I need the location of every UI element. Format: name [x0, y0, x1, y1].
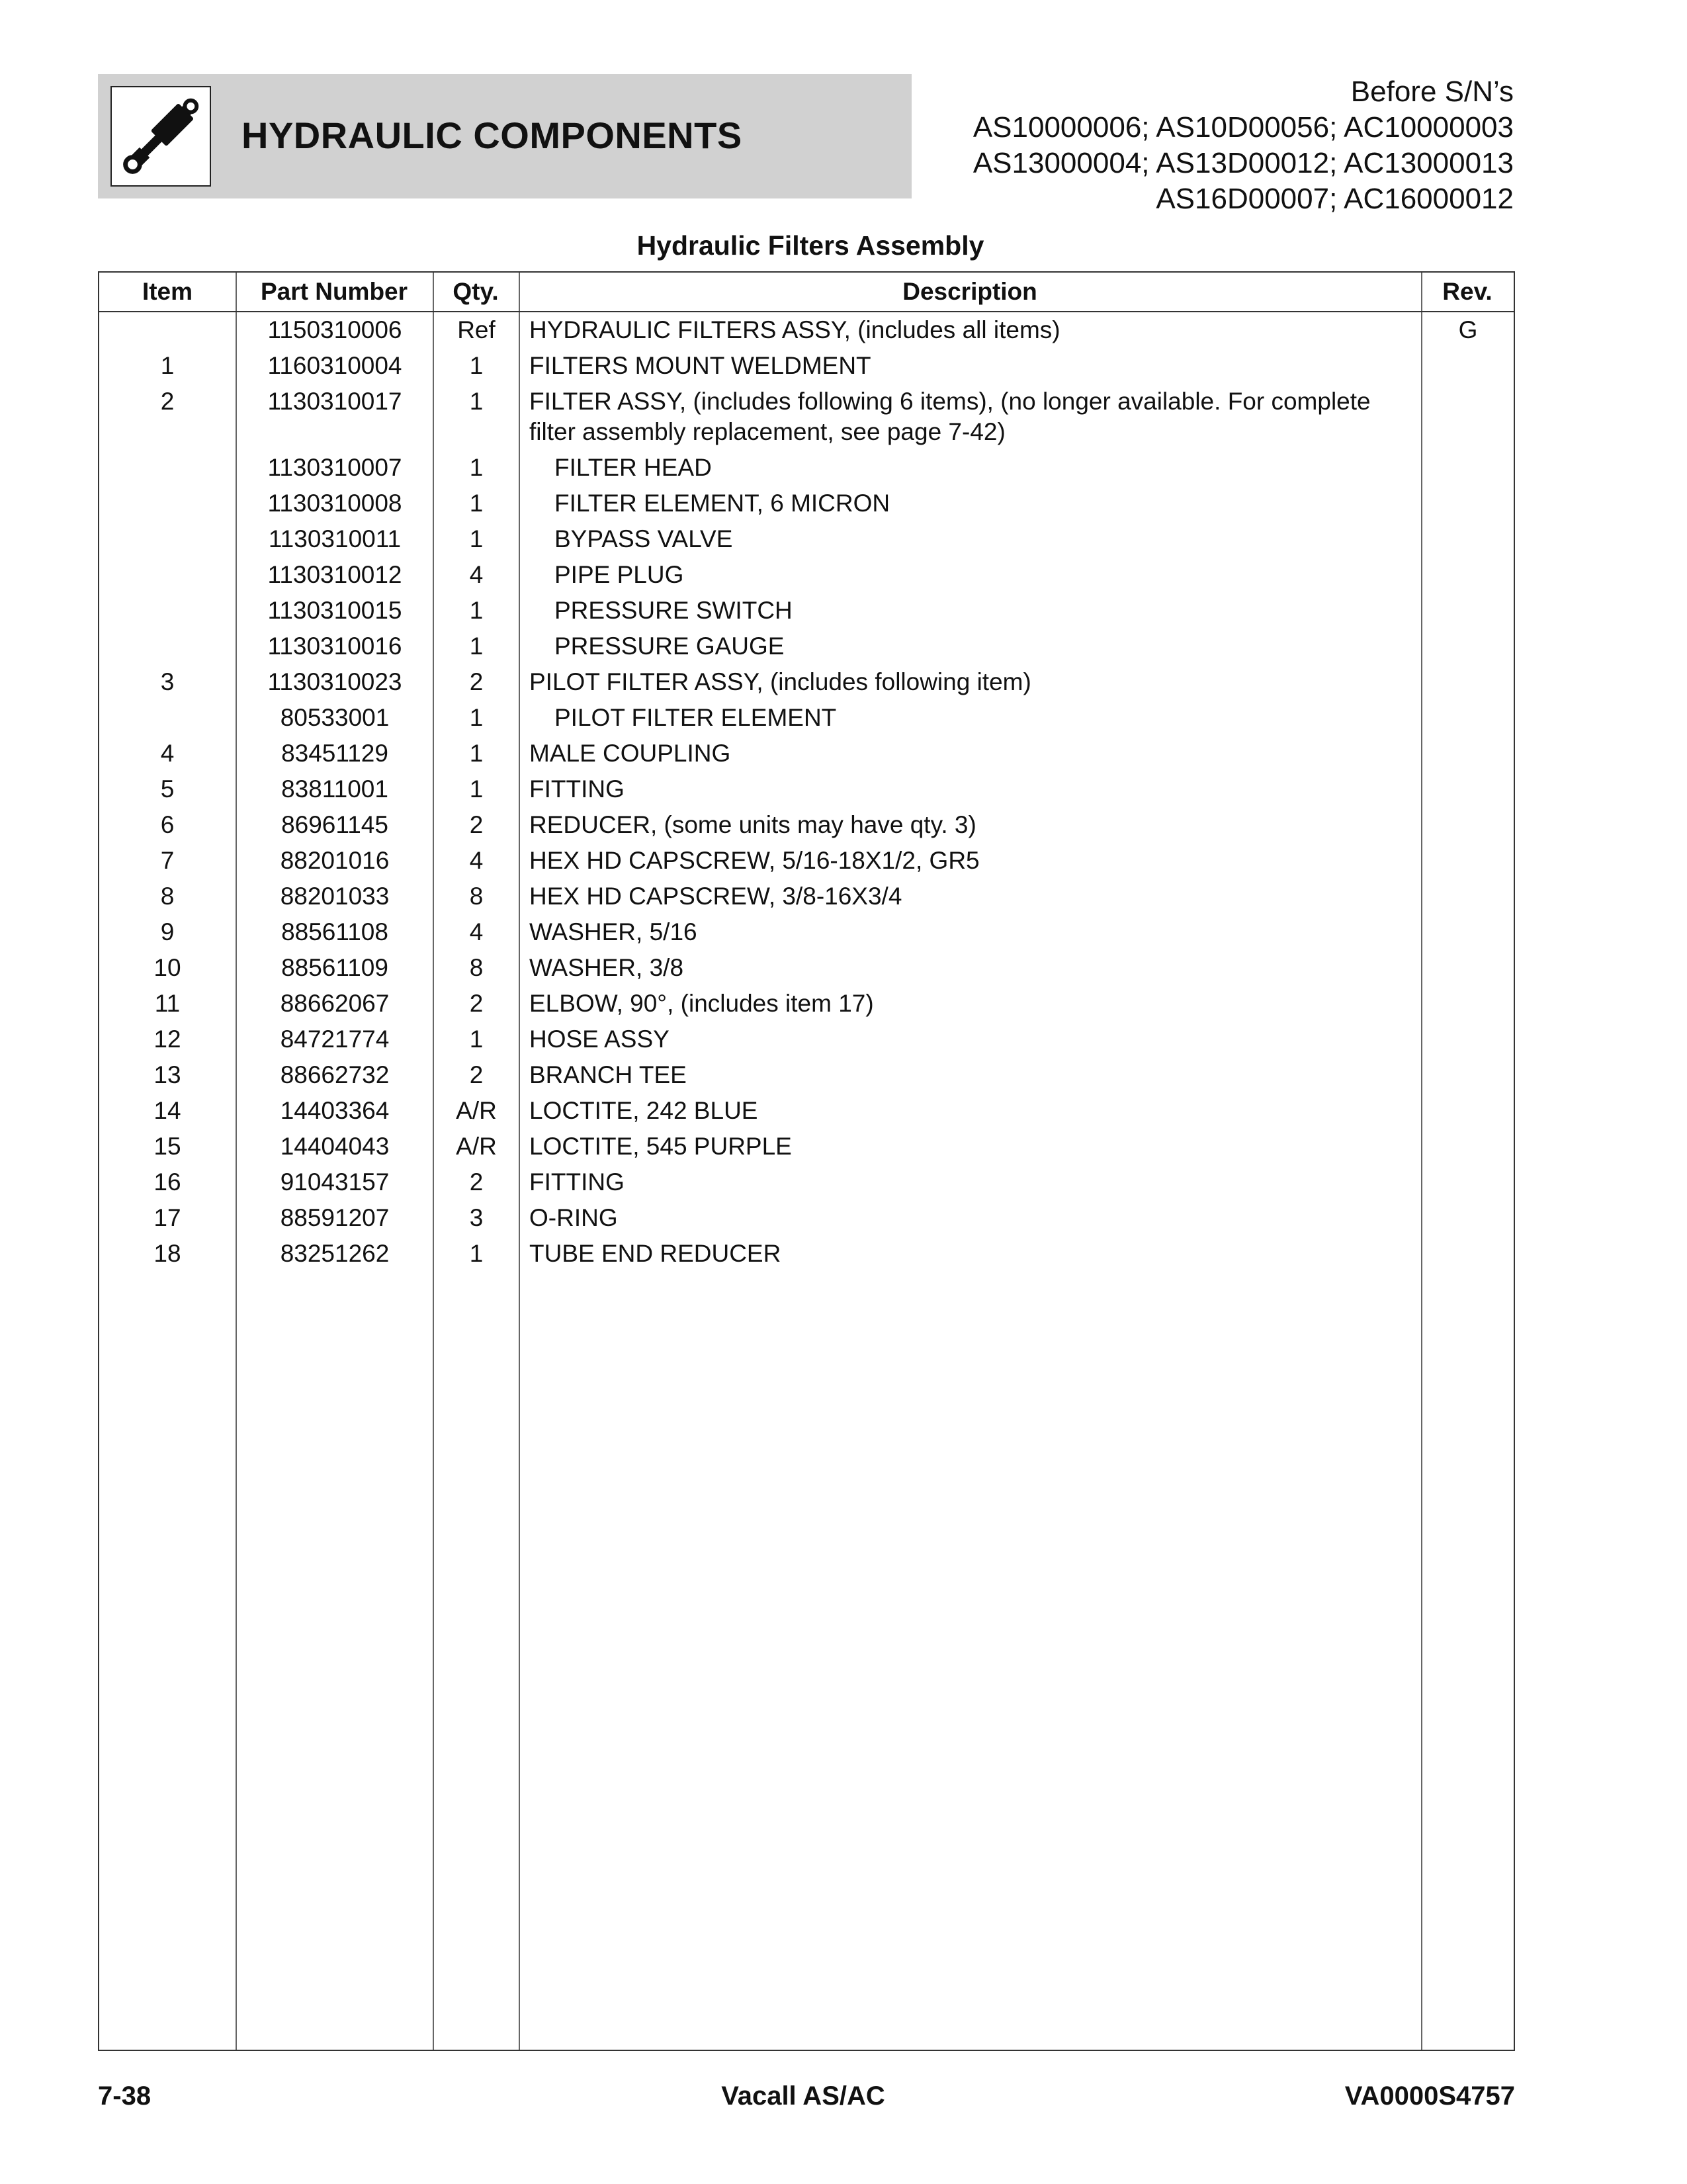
- sn-line: AS16D00007; AC16000012: [1156, 183, 1514, 215]
- table-row: [99, 700, 1514, 736]
- qty-cell: 4: [469, 918, 484, 945]
- qty-cell: 1: [469, 490, 484, 517]
- part-number-cell: 1160310004: [267, 352, 402, 379]
- description-cell: BYPASS VALVE: [554, 525, 733, 552]
- table-body: [99, 312, 1514, 1272]
- rev-cell: G: [1458, 316, 1478, 343]
- qty-cell: 1: [469, 1240, 484, 1267]
- section-title: HYDRAULIC COMPONENTS: [241, 114, 742, 156]
- qty-cell: 1: [469, 775, 484, 803]
- item-cell: 12: [153, 1026, 181, 1053]
- table-row: [99, 450, 1514, 486]
- table-row: [99, 521, 1514, 557]
- part-number-cell: 1150310006: [267, 316, 402, 343]
- qty-cell: 2: [469, 1168, 484, 1196]
- table-row: [99, 664, 1514, 700]
- column-header-description: Description: [902, 278, 1037, 305]
- part-number-cell: 84721774: [280, 1026, 390, 1053]
- table-row: [99, 1236, 1514, 1272]
- qty-cell: 4: [469, 847, 484, 874]
- description-cell: TUBE END REDUCER: [529, 1240, 781, 1267]
- qty-cell: 4: [469, 561, 484, 588]
- description-cell: O-RING: [529, 1204, 618, 1231]
- item-cell: 18: [153, 1240, 181, 1267]
- qty-cell: 1: [469, 740, 484, 767]
- part-number-cell: 1130310012: [267, 561, 402, 588]
- table-title: Hydraulic Filters Assembly: [636, 230, 984, 261]
- qty-cell: 2: [469, 1061, 484, 1088]
- qty-cell: 1: [469, 352, 484, 379]
- table-row: [99, 557, 1514, 593]
- part-number-cell: 1130310007: [267, 454, 402, 481]
- part-number-cell: 1130310015: [267, 597, 402, 624]
- item-cell: 16: [153, 1168, 181, 1196]
- page-number: 7-38: [98, 2081, 151, 2111]
- column-header-rev: Rev.: [1442, 278, 1492, 305]
- part-number-cell: 88591207: [280, 1204, 390, 1231]
- part-number-cell: 88662067: [280, 990, 390, 1017]
- item-cell: 9: [160, 918, 175, 945]
- column-header-part-number: Part Number: [260, 278, 408, 305]
- item-cell: 6: [160, 811, 175, 838]
- qty-cell: 1: [469, 633, 484, 660]
- sn-line: AS10000006; AS10D00056; AC10000003: [973, 111, 1514, 144]
- table-row: [99, 593, 1514, 629]
- table-row: [99, 312, 1514, 348]
- sn-line: AS13000004; AS13D00012; AC13000013: [973, 147, 1514, 179]
- qty-cell: 1: [469, 597, 484, 624]
- table-row: [99, 771, 1514, 807]
- qty-cell: 2: [469, 668, 484, 695]
- description-cell: ELBOW, 90°, (includes item 17): [529, 990, 874, 1017]
- description-cell: PILOT FILTER ASSY, (includes following item): [529, 668, 1031, 695]
- part-number-cell: 80533001: [280, 704, 390, 731]
- table-row: [99, 1093, 1514, 1129]
- part-number-cell: 88662732: [280, 1061, 390, 1088]
- item-cell: 4: [160, 740, 175, 767]
- qty-cell: Ref: [457, 316, 496, 343]
- description-cell: LOCTITE, 242 BLUE: [529, 1097, 758, 1124]
- description-cell: LOCTITE, 545 PURPLE: [529, 1133, 792, 1160]
- part-number-cell: 1130310011: [268, 525, 402, 552]
- table-row: [99, 879, 1514, 914]
- part-number-cell: 91043157: [280, 1168, 390, 1196]
- part-number-cell: 1130310008: [267, 490, 402, 517]
- description-cell: FITTING: [529, 1168, 625, 1196]
- description-cell: PRESSURE GAUGE: [554, 633, 785, 660]
- qty-cell: A/R: [456, 1097, 497, 1124]
- part-number-cell: 88201016: [280, 847, 390, 874]
- hydraulic-cylinder-icon: [110, 86, 211, 187]
- description-cell: HOSE ASSY: [529, 1026, 670, 1053]
- table-row: [99, 986, 1514, 1022]
- table-row: [99, 1164, 1514, 1200]
- table-row: [99, 348, 1514, 384]
- item-cell: 17: [153, 1204, 181, 1231]
- description-cell: HEX HD CAPSCREW, 5/16-18X1/2, GR5: [529, 847, 980, 874]
- part-number-cell: 14403364: [280, 1097, 390, 1124]
- part-number-cell: 83811001: [281, 775, 388, 803]
- qty-cell: 8: [469, 883, 484, 910]
- part-number-cell: 1130310017: [267, 388, 402, 415]
- item-cell: 8: [160, 883, 175, 910]
- description-cell: HYDRAULIC FILTERS ASSY, (includes all items): [529, 316, 1060, 343]
- part-number-cell: 14404043: [280, 1133, 390, 1160]
- description-cell: WASHER, 3/8: [529, 954, 684, 981]
- table-row: [99, 843, 1514, 879]
- qty-cell: 8: [469, 954, 484, 981]
- qty-cell: 1: [469, 704, 484, 731]
- description-cell: HEX HD CAPSCREW, 3/8-16X3/4: [529, 883, 902, 910]
- item-cell: 13: [153, 1061, 181, 1088]
- table-row: [99, 807, 1514, 843]
- part-number-cell: 86961145: [281, 811, 388, 838]
- item-cell: 7: [160, 847, 175, 874]
- item-cell: 2: [160, 388, 175, 415]
- part-number-cell: 88561108: [281, 918, 388, 945]
- part-number-cell: 88561109: [281, 954, 388, 981]
- description-cell: FILTER ELEMENT, 6 MICRON: [554, 490, 890, 517]
- qty-cell: 2: [469, 990, 484, 1017]
- qty-cell: A/R: [456, 1133, 497, 1160]
- description-cell: FITTING: [529, 775, 625, 803]
- qty-cell: 1: [469, 454, 484, 481]
- column-header-qty: Qty.: [453, 278, 499, 305]
- document-number: VA0000S4757: [1344, 2081, 1515, 2111]
- description-cell: FILTERS MOUNT WELDMENT: [529, 352, 871, 379]
- item-cell: 10: [153, 954, 181, 981]
- manual-title: Vacall AS/AC: [721, 2081, 885, 2111]
- description-cell: REDUCER, (some units may have qty. 3): [529, 811, 976, 838]
- qty-cell: 3: [469, 1204, 484, 1231]
- table-row: [99, 736, 1514, 771]
- item-cell: 15: [153, 1133, 181, 1160]
- item-cell: 11: [154, 990, 181, 1017]
- column-header-item: Item: [142, 278, 193, 305]
- part-number-cell: 1130310016: [267, 633, 402, 660]
- qty-cell: 1: [469, 388, 484, 415]
- part-number-cell: 83451129: [281, 740, 388, 767]
- table-row: [99, 384, 1514, 450]
- item-cell: 5: [160, 775, 175, 803]
- table-row: [99, 486, 1514, 521]
- table-row: [99, 629, 1514, 664]
- table-row: [99, 914, 1514, 950]
- description-cell: FILTER ASSY, (includes following 6 items), (no longer available. For complete filter assembly replacement, see page 7-42): [529, 388, 1371, 445]
- description-cell: BRANCH TEE: [529, 1061, 687, 1088]
- description-cell: PILOT FILTER ELEMENT: [554, 704, 837, 731]
- item-cell: 1: [160, 352, 175, 379]
- description-cell: PRESSURE SWITCH: [554, 597, 793, 624]
- hydraulic-cylinder-icon-graphic: [112, 87, 210, 185]
- description-cell: MALE COUPLING: [529, 740, 731, 767]
- qty-cell: 2: [469, 811, 484, 838]
- part-number-cell: 1130310023: [267, 668, 402, 695]
- item-cell: 3: [160, 668, 175, 695]
- table-row: [99, 1057, 1514, 1093]
- item-cell: 14: [153, 1097, 181, 1124]
- serial-number-block: [973, 74, 1514, 217]
- table-row: [99, 1200, 1514, 1236]
- table-row: [99, 950, 1514, 986]
- description-cell: FILTER HEAD: [554, 454, 712, 481]
- part-number-cell: 88201033: [280, 883, 390, 910]
- part-number-cell: 83251262: [280, 1240, 390, 1267]
- sn-line: Before S/N’s: [1350, 75, 1514, 108]
- table-row: [99, 1129, 1514, 1164]
- description-cell: PIPE PLUG: [554, 561, 684, 588]
- qty-cell: 1: [469, 1026, 484, 1053]
- qty-cell: 1: [469, 525, 484, 552]
- parts-table: [98, 271, 1515, 2051]
- description-cell: WASHER, 5/16: [529, 918, 697, 945]
- table-row: [99, 1022, 1514, 1057]
